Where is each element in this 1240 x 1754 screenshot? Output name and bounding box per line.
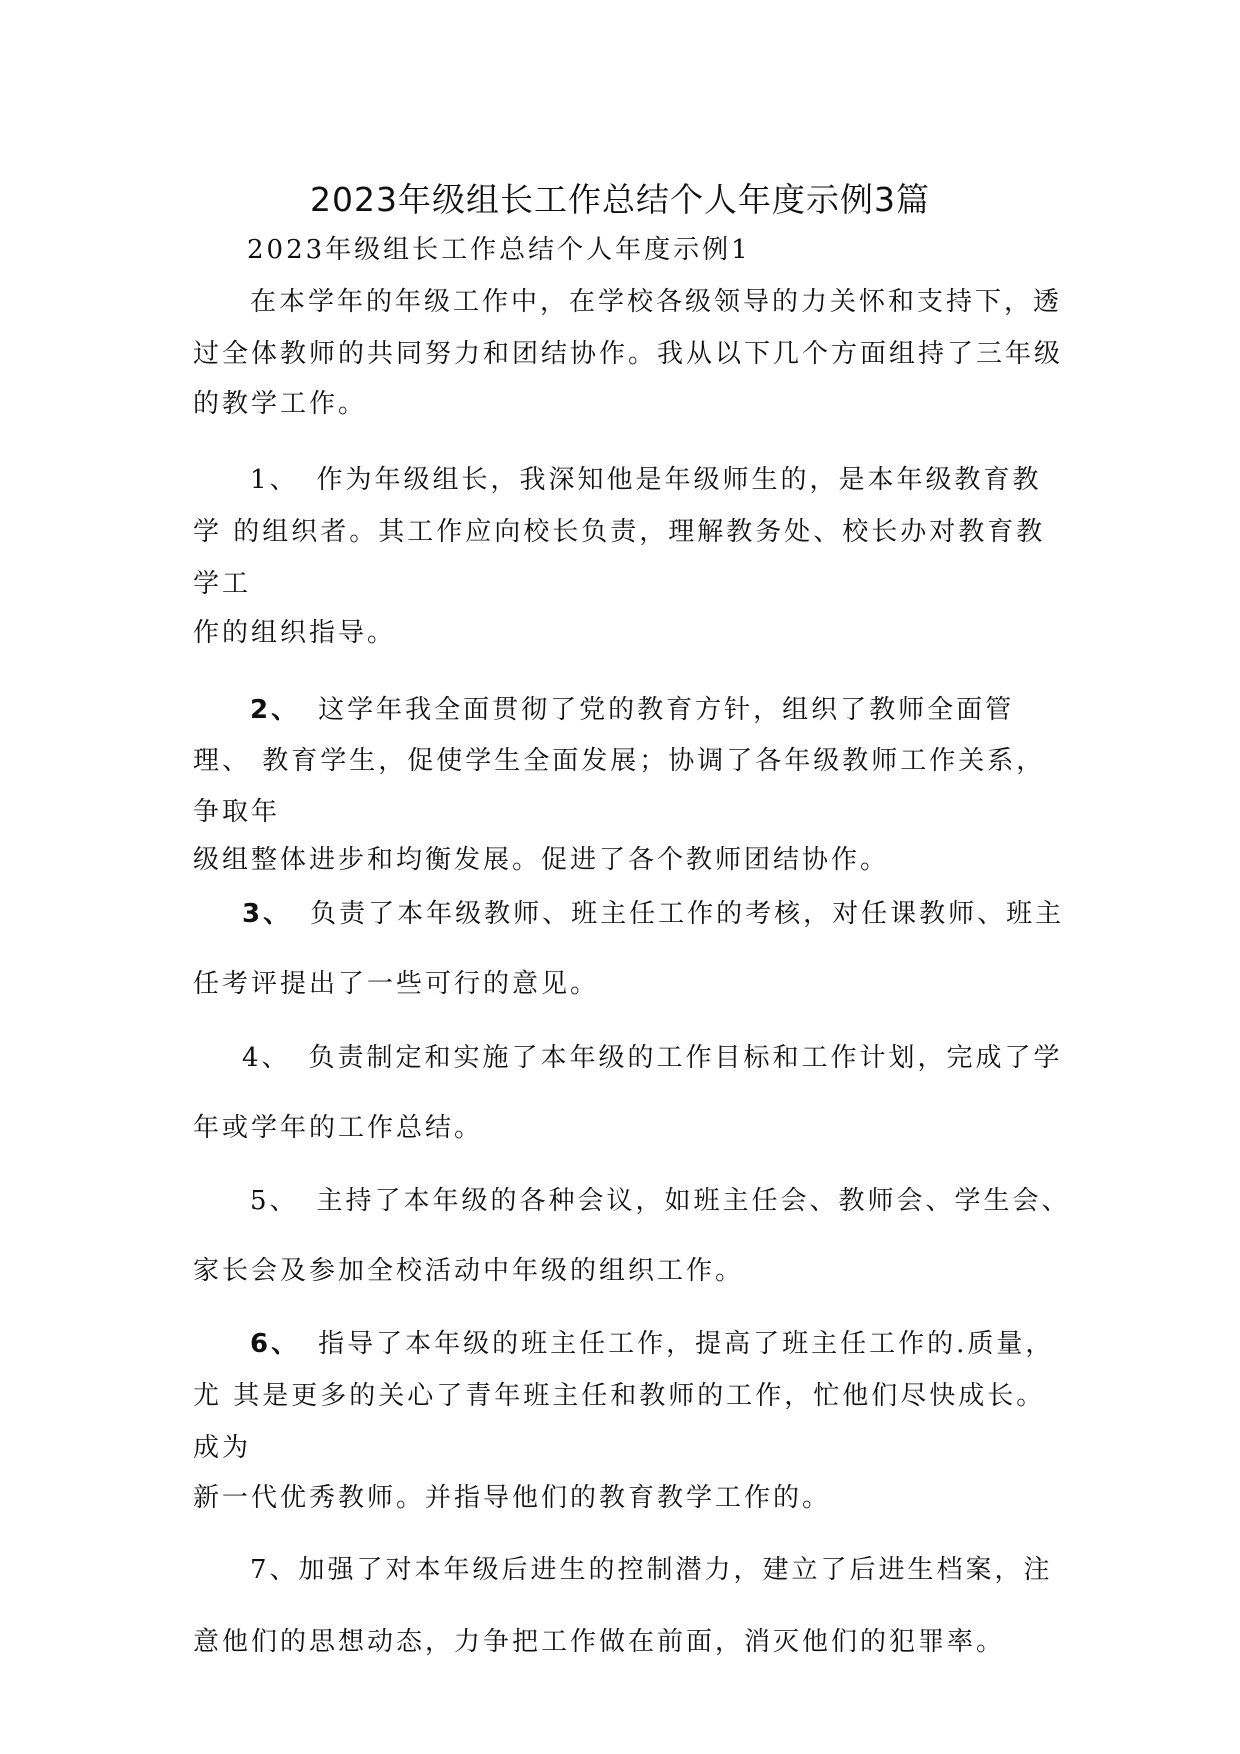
list-item-2-line-2: 理、 教育学生，促使学生全面发展；协调了各年级教师工作关系， xyxy=(193,746,1046,776)
list-item-6-line-2: 尤 其是更多的关心了青年班主任和教师的工作，忙他们尽快成长。 xyxy=(193,1381,1046,1411)
list-item-6-line-4: 新一代优秀教师。并指导他们的教育教学工作的。 xyxy=(193,1483,832,1513)
list-item-number: 1、 xyxy=(250,465,299,495)
list-item-7-line-1: 7、加强了对本年级后进生的控制潜力，建立了后进生档案，注 xyxy=(250,1555,1053,1585)
list-item-3-line-1 xyxy=(242,896,1064,932)
list-item-number: 3、 xyxy=(242,899,293,929)
list-item-1-line-1 xyxy=(250,462,1042,498)
list-item-text: 负责了本年级教师、班主任工作的考核，对任课教师、班主 xyxy=(310,899,1065,929)
list-item-6-line-1 xyxy=(250,1326,1054,1362)
document-subtitle: 2023年级组长工作总结个人年度示例1 xyxy=(247,235,751,265)
list-item-1-line-3: 学工 xyxy=(193,569,252,599)
list-item-2-line-4: 级组整体进步和均衡发展。促进了各个教师团结协作。 xyxy=(193,845,890,875)
list-item-text: 作为年级组长，我深知他是年级师生的，是本年级教育教 xyxy=(316,465,1042,495)
list-item-1-line-2: 学 的组织者。其工作应向校长负责，理解教务处、校长办对教育教 xyxy=(193,517,1046,547)
list-item-number: 2、 xyxy=(250,695,301,725)
list-item-text: 这学年我全面贯彻了党的教育方针，组织了教师全面管 xyxy=(318,695,1015,725)
list-item-text: 指导了本年级的班主任工作，提高了班主任工作的.质量， xyxy=(318,1329,1055,1359)
intro-line-2: 过全体教师的共同努力和团结协作。我从以下几个方面组持了三年级 xyxy=(193,339,1064,369)
list-item-text: 主持了本年级的各种会议，如班主任会、教师会、学生会、 xyxy=(316,1186,1071,1216)
list-item-5-line-1 xyxy=(250,1183,1071,1219)
list-item-number: 4、 xyxy=(242,1043,291,1073)
list-item-text: 负责制定和实施了本年级的工作目标和工作计划，完成了学 xyxy=(308,1043,1063,1073)
intro-line-1: 在本学年的年级工作中，在学校各级领导的力关怀和支持下，透 xyxy=(250,287,1063,317)
list-item-2-line-1 xyxy=(250,692,1014,728)
list-item-2-line-3: 争取年 xyxy=(193,797,281,827)
list-item-6-line-3: 成为 xyxy=(193,1433,252,1463)
list-item-1-line-4: 作的组织指导。 xyxy=(193,618,397,648)
list-item-4-line-1 xyxy=(242,1040,1063,1076)
list-item-number: 6、 xyxy=(250,1329,301,1359)
document-title: 2023年级组长工作总结个人年度示例3篇 xyxy=(310,180,930,219)
list-item-4-line-2: 年或学年的工作总结。 xyxy=(193,1113,484,1143)
list-item-7-line-2: 意他们的思想动态，力争把工作做在前面，消灭他们的犯罪率。 xyxy=(193,1627,1006,1657)
list-item-5-line-2: 家长会及参加全校活动中年级的组织工作。 xyxy=(193,1256,745,1286)
list-item-number: 5、 xyxy=(250,1186,299,1216)
list-item-3-line-2: 任考评提出了一些可行的意见。 xyxy=(193,969,600,999)
intro-line-3: 的教学工作。 xyxy=(193,389,368,419)
